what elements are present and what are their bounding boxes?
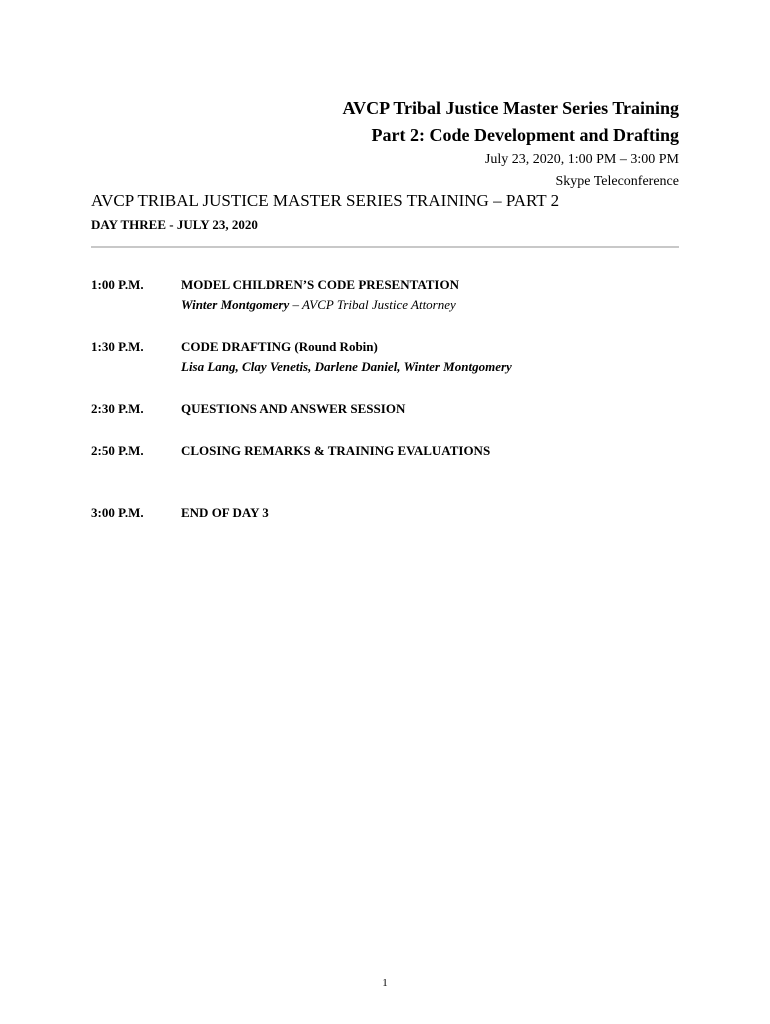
page-number: 1 xyxy=(382,977,388,989)
presenter-role: – AVCP Tribal Justice Attorney xyxy=(289,297,456,312)
presenter-names: Lisa Lang, Clay Venetis, Darlene Daniel, Winter Montgomery xyxy=(181,359,512,374)
agenda-presenters xyxy=(181,357,679,377)
agenda-main-heading: AVCP TRIBAL JUSTICE MASTER SERIES TRAINING – PART 2 xyxy=(91,191,560,210)
agenda-title: QUESTIONS AND ANSWER SESSION xyxy=(181,401,406,416)
agenda-details xyxy=(181,275,679,315)
training-date-time: July 23, 2020, 1:00 PM – 3:00 PM xyxy=(484,152,679,167)
agenda-details xyxy=(181,441,679,461)
agenda-title: CODE DRAFTING (Round Robin) xyxy=(181,339,378,354)
agenda-time: 1:30 P.M. xyxy=(91,339,144,354)
agenda-title: MODEL CHILDREN’S CODE PRESENTATION xyxy=(181,277,459,292)
agenda-time: 1:00 P.M. xyxy=(91,277,144,292)
agenda-day-heading: DAY THREE - JULY 23, 2020 xyxy=(91,217,258,232)
agenda-time: 3:00 P.M. xyxy=(91,505,144,520)
agenda-presenter xyxy=(181,295,679,315)
agenda-time: 2:50 P.M. xyxy=(91,443,144,458)
agenda-title: END OF DAY 3 xyxy=(181,505,269,520)
agenda-details xyxy=(181,503,679,523)
presenter-name: Winter Montgomery xyxy=(181,297,290,312)
training-title: AVCP Tribal Justice Master Series Training xyxy=(342,98,679,118)
agenda-title: CLOSING REMARKS & TRAINING EVALUATIONS xyxy=(181,443,491,458)
section-divider xyxy=(91,246,679,248)
agenda-time: 2:30 P.M. xyxy=(91,401,144,416)
document-header xyxy=(343,95,680,193)
agenda-details xyxy=(181,399,679,419)
training-subtitle: Part 2: Code Development and Drafting xyxy=(371,125,679,145)
training-location: Skype Teleconference xyxy=(555,174,679,189)
agenda-details xyxy=(181,337,679,377)
